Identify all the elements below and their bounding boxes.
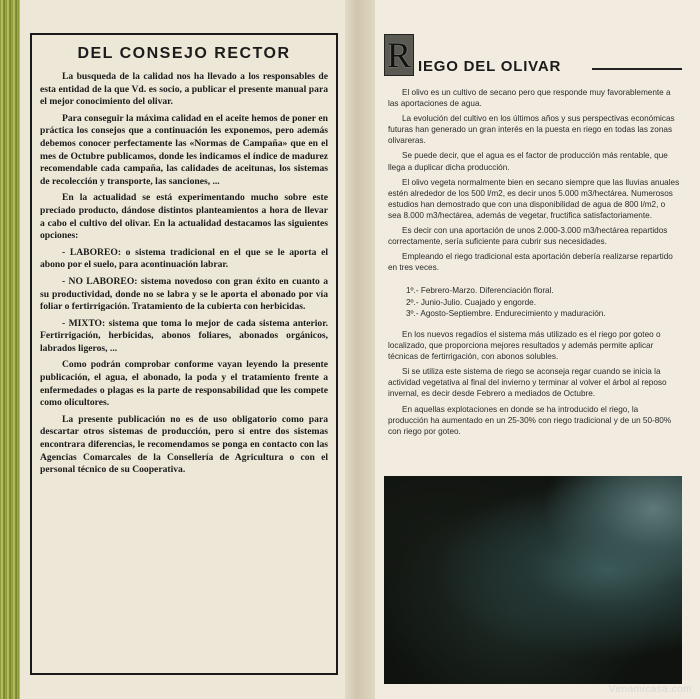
page-gutter [345, 0, 375, 699]
left-title: DEL CONSEJO RECTOR [77, 45, 291, 62]
riego-body [388, 87, 680, 441]
right-paragraph: El olivo es un cultivo de secano pero que responde muy favorablemente a las aportaciones de agua. [388, 88, 671, 109]
right-paragraph: Se puede decir, que el agua es el factor de producción más rentable, que llega a duplicar dicha producción. [388, 151, 668, 172]
left-paragraph: Para conseguir la máxima calidad en el aceite hemos de poner en práctica los consejos que a continuación les exponemos, pero además debemos conocer perfectamente las «Normas de Campaña» que en el mes de Octubre publicamos, donde les indicamos el índice de madurez recomendable cada campaña, las calidades de aceitunas, los sistemas de recolección y transporte, las sanciones, ... [40, 112, 328, 187]
title-rule [592, 68, 682, 70]
right-paragraph: En los nuevos regadíos el sistema más utilizado es el riego por goteo o localizado, que proporciona mejores resultados y además permite aplicar técnicas de fertirrigación, con abonos solubles. [388, 330, 661, 362]
left-paragraph: - MIXTO: sistema que toma lo mejor de cada sistema anterior. Fertirrigación, herbicidas, abonos foliares, abonados orgánicos, labrados ligeros, ... [40, 317, 328, 354]
drop-cap-letter: R [386, 35, 411, 75]
right-paragraph: En aquellas explotaciones en donde se ha introducido el riego, la producción ha aumentado en un 25-30% con riego tradicional y de un 50-80% con riego por goteo. [388, 404, 672, 436]
left-paragraph: - LABOREO: o sistema tradicional en el que se le aporta el abono por el suelo, para acontinuación labrar. [40, 246, 328, 271]
phase-item: 3º.- Agosto-Septiembre. Endurecimiento y maduración. [406, 308, 606, 318]
watermark: Venamicasa.com [608, 684, 692, 695]
left-paragraph: La busqueda de la calidad nos ha llevado a los responsables de esta entidad de la que Vd. es socio, a publicar el presente manual para el mejor conocimiento del olivar. [40, 71, 328, 108]
phase-item: 2º.- Junio-Julio. Cuajado y engorde. [406, 297, 536, 307]
left-paragraph: La presente publicación no es de uso obligatorio como para descartar otros sistemas de producción, pero si entre dos sistemas encontrara diferencias, le recomendamos se ponga en contacto con las Agencias Comarcales de la Consellería de Agricultura o con el personal técnico de su Cooperativa. [40, 413, 328, 476]
left-paragraph: En la actualidad se está experimentando mucho sobre este preciado producto, dándose distintos planteamientos a hora de llevar a cabo el cultivo del olivar. En la actualidad destacamos las siguientes opciones: [40, 192, 328, 242]
photo-sky [542, 476, 682, 586]
drop-cap-box [384, 34, 414, 76]
right-paragraph: Empleando el riego tradicional esta aportación debería realizarse repartido en tres veces. [388, 252, 673, 273]
right-paragraph: La evolución del cultivo en los últimos años y sus perspectivas económicas futuras han generado un gran interés en la puesta en riego en todas las zonas olivareras. [388, 114, 675, 146]
phase-list [406, 285, 680, 319]
phase-item: 1º.- Febrero-Marzo. Diferenciación floral. [406, 286, 554, 296]
right-paragraph: Es decir con una aportación de unos 2.000-3.000 m3/hectárea repartidos correctamente, sería suficiente para cubrir sus necesidades. [388, 226, 668, 247]
page-binding [0, 0, 20, 699]
right-title: IEGO DEL OLIVAR [418, 58, 562, 75]
left-paragraph: Como podrán comprobar conforme vayan leyendo la presente publicación, el agua, el abonado, la poda y el tratamiento frente a enfermedades o plagas es la parte de responsabilidad que les compete como olicultores. [40, 359, 328, 409]
left-paragraph: - NO LABOREO: sistema novedoso con gran éxito en cuanto a su productividad, donde no se labra y se le aporta el abonado por vía foliar o fertirrigación. Tratamiento de la cubierta con herbicidas. [40, 275, 328, 313]
consejo-rector-box [30, 33, 338, 675]
olive-grove-photo [384, 476, 682, 684]
right-paragraph: Si se utiliza este sistema de riego se aconseja regar cuando se inicia la actividad vegetativa al final del invierno y terminar al volver el árbol al reposo invernal, es decir desde Febrero a mediados de Octubre. [388, 367, 667, 399]
right-paragraph: El olivo vegeta normalmente bien en secano siempre que las lluvias anuales estén alrededor de los 500 l/m2, es decir unos 5.000 m3/hectárea. Numerosos estudios han demostrado que con una disponibilidad de agua de 800 l/m2, o sea 8.000 m3/hectárea, además de vegetar, fructifica satisfactoriamente. [388, 177, 680, 220]
